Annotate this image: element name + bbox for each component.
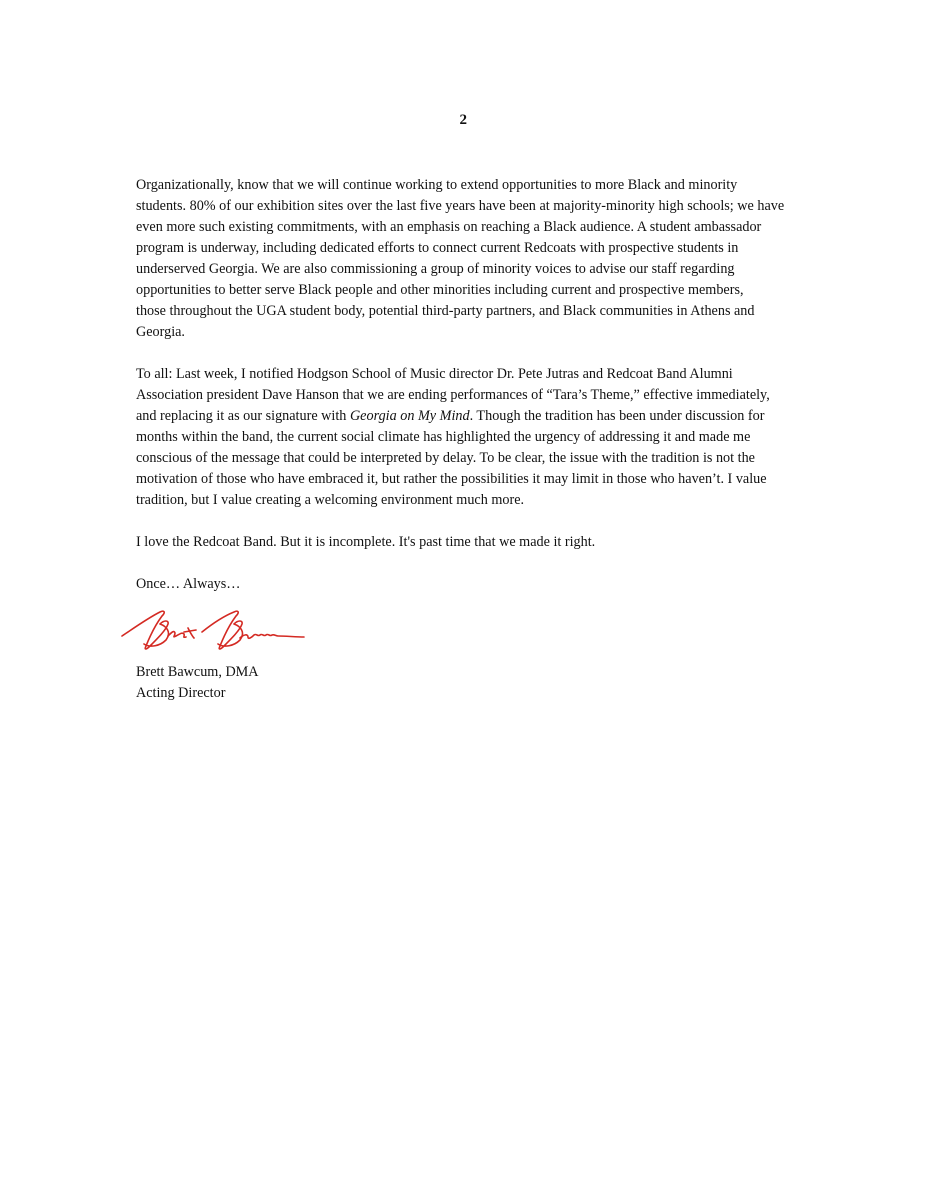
text-line: opportunities to better serve Black people and other minorities including current and prospective members, bbox=[136, 282, 744, 298]
text-line: tradition, but I value creating a welcoming environment much more. bbox=[136, 492, 525, 508]
text-line: Organizationally, know that we will continue working to extend opportunities to more Black and minority bbox=[136, 177, 738, 193]
text-line: those throughout the UGA student body, potential third-party partners, and Black communities in Athens and bbox=[136, 303, 755, 319]
text-line: Association president Dave Hanson that we are ending performances of “Tara’s Theme,” effective immediately, bbox=[136, 387, 770, 403]
text-line: I love the Redcoat Band. But it is incomplete. It's past time that we made it right. bbox=[136, 534, 596, 550]
text-line: conscious of the message that could be interpreted by delay. To be clear, the issue with the tradition is not the bbox=[136, 450, 755, 466]
text-line: months within the band, the current social climate has highlighted the urgency of addressing it and made me bbox=[136, 429, 751, 445]
text-line: Georgia. bbox=[136, 324, 185, 340]
paragraph-to-all bbox=[136, 364, 822, 511]
text-line: even more such existing commitments, with an emphasis on reaching a Black audience. A student ambassador bbox=[136, 219, 762, 235]
text-segment: and replacing it as our signature with bbox=[136, 408, 350, 424]
text-line: program is underway, including dedicated efforts to connect current Redcoats with prospective students in bbox=[136, 240, 739, 256]
signer-name: Brett Bawcum, DMA bbox=[136, 664, 259, 680]
text-segment: . Though the tradition has been under discussion for bbox=[469, 408, 765, 424]
closing-line bbox=[136, 574, 822, 595]
handwritten-signature bbox=[120, 606, 305, 654]
text-line: students. 80% of our exhibition sites over the last five years have been at majority-minority high schools; we have bbox=[136, 198, 785, 214]
page-number: 2 bbox=[459, 112, 468, 128]
signer-title: Acting Director bbox=[136, 685, 226, 701]
text-line: motivation of those who have embraced it, but rather the possibilities it may limit in those who haven’t. I value bbox=[136, 471, 767, 487]
text-line: Once… Always… bbox=[136, 576, 241, 592]
paragraph-organizational bbox=[136, 175, 822, 343]
song-title-italic: Georgia on My Mind bbox=[349, 408, 470, 424]
text-line bbox=[136, 406, 822, 427]
text-line: To all: Last week, I notified Hodgson School of Music director Dr. Pete Jutras and Redcoat Band Alumni bbox=[136, 366, 733, 382]
paragraph-love bbox=[136, 532, 822, 553]
letter-body bbox=[136, 175, 822, 616]
text-line: underserved Georgia. We are also commissioning a group of minority voices to advise our staff regarding bbox=[136, 261, 735, 277]
signature-block bbox=[136, 662, 259, 704]
